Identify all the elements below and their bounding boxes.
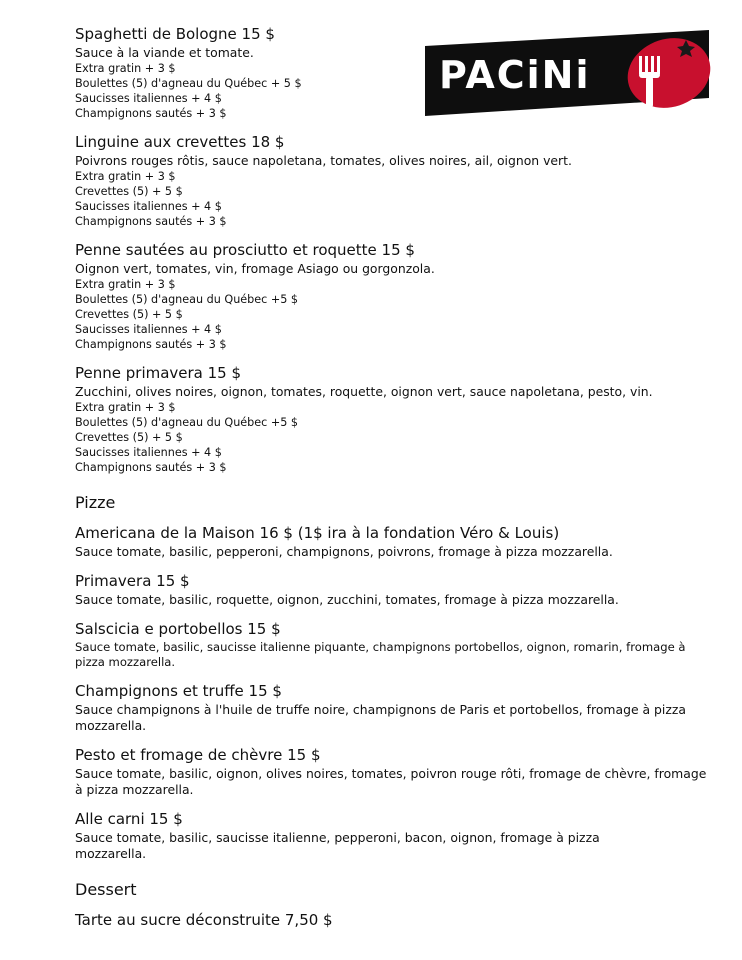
extra-option: Extra gratin + 3 $ (75, 401, 176, 414)
extra-option: Extra gratin + 3 $ (75, 170, 176, 183)
extra-option: Crevettes (5) + 5 $ (75, 431, 183, 444)
item-title: Salscicia e portobellos 15 $ (75, 620, 281, 638)
section-heading-dessert: Dessert (75, 880, 137, 899)
item-extras (75, 277, 715, 352)
item-title: Penne primavera 15 $ (75, 364, 242, 382)
extra-option: Saucisses italiennes + 4 $ (75, 200, 222, 213)
item-title: Tarte au sucre déconstruite 7,50 $ (75, 911, 333, 929)
menu-content (75, 24, 715, 942)
item-extras (75, 400, 715, 475)
item-title: Linguine aux crevettes 18 $ (75, 133, 285, 151)
extra-option: Champignons sautés + 3 $ (75, 107, 227, 120)
logo-text: PACiNi (439, 53, 591, 97)
item-description: Zucchini, olives noires, oignon, tomates, roquette, oignon vert, sauce napoletana, pesto, vin. (75, 384, 653, 399)
extra-option: Champignons sautés + 3 $ (75, 461, 227, 474)
item-title: Pesto et fromage de chèvre 15 $ (75, 746, 321, 764)
item-description: Poivrons rouges rôtis, sauce napoletana, tomates, olives noires, ail, oignon vert. (75, 153, 572, 168)
item-description: Sauce tomate, basilic, saucisse italienne piquante, champignons portobellos, oignon, romarin, fromage à pizza mozzarella. (75, 640, 686, 669)
menu-item-pesto-chevre (75, 745, 715, 798)
item-description: Sauce à la viande et tomate. (75, 45, 254, 60)
extra-option: Saucisses italiennes + 4 $ (75, 92, 222, 105)
extra-option: Champignons sautés + 3 $ (75, 338, 227, 351)
item-extras (75, 169, 715, 229)
menu-item-spaghetti (75, 24, 715, 121)
item-title: Penne sautées au prosciutto et roquette 15 $ (75, 241, 415, 259)
item-description: Sauce tomate, basilic, saucisse italienne, pepperoni, bacon, oignon, fromage à pizza mozzarella. (75, 830, 600, 861)
item-description: Sauce tomate, basilic, pepperoni, champignons, poivrons, fromage à pizza mozzarella. (75, 544, 613, 559)
extra-option: Saucisses italiennes + 4 $ (75, 323, 222, 336)
extra-option: Champignons sautés + 3 $ (75, 215, 227, 228)
menu-item-penne-primavera (75, 363, 715, 475)
extra-option: Extra gratin + 3 $ (75, 62, 176, 75)
extra-option: Crevettes (5) + 5 $ (75, 185, 183, 198)
menu-item-penne-prosciutto (75, 240, 715, 352)
item-description: Sauce champignons à l'huile de truffe noire, champignons de Paris et portobellos, fromage à pizza mozzarella. (75, 702, 686, 733)
extra-option: Extra gratin + 3 $ (75, 278, 176, 291)
item-title: Spaghetti de Bologne 15 $ (75, 25, 275, 43)
item-title: Americana de la Maison 16 $ (1$ ira à la fondation Véro & Louis) (75, 524, 560, 542)
item-description: Oignon vert, tomates, vin, fromage Asiago ou gorgonzola. (75, 261, 435, 276)
menu-item-primavera (75, 571, 715, 608)
item-extras (75, 61, 715, 121)
section-heading-pizza: Pizze (75, 493, 116, 512)
extra-option: Crevettes (5) + 5 $ (75, 308, 183, 321)
menu-item-alle-carni (75, 809, 715, 862)
menu-item-americana (75, 523, 715, 560)
extra-option: Boulettes (5) d'agneau du Québec +5 $ (75, 293, 299, 306)
extra-option: Boulettes (5) d'agneau du Québec +5 $ (75, 416, 299, 429)
menu-item-tarte-sucre (75, 910, 715, 931)
item-title: Primavera 15 $ (75, 572, 190, 590)
extra-option: Boulettes (5) d'agneau du Québec + 5 $ (75, 77, 302, 90)
menu-item-champignons-truffe (75, 681, 715, 734)
item-title: Alle carni 15 $ (75, 810, 183, 828)
item-title: Champignons et truffe 15 $ (75, 682, 282, 700)
menu-item-salscicia (75, 619, 715, 670)
item-description: Sauce tomate, basilic, roquette, oignon, zucchini, tomates, fromage à pizza mozzarella. (75, 592, 619, 607)
menu-item-linguine (75, 132, 715, 229)
extra-option: Saucisses italiennes + 4 $ (75, 446, 222, 459)
item-description: Sauce tomate, basilic, oignon, olives noires, tomates, poivron rouge rôti, fromage de chèvre, fromage à pizza mozzarella. (75, 766, 707, 797)
